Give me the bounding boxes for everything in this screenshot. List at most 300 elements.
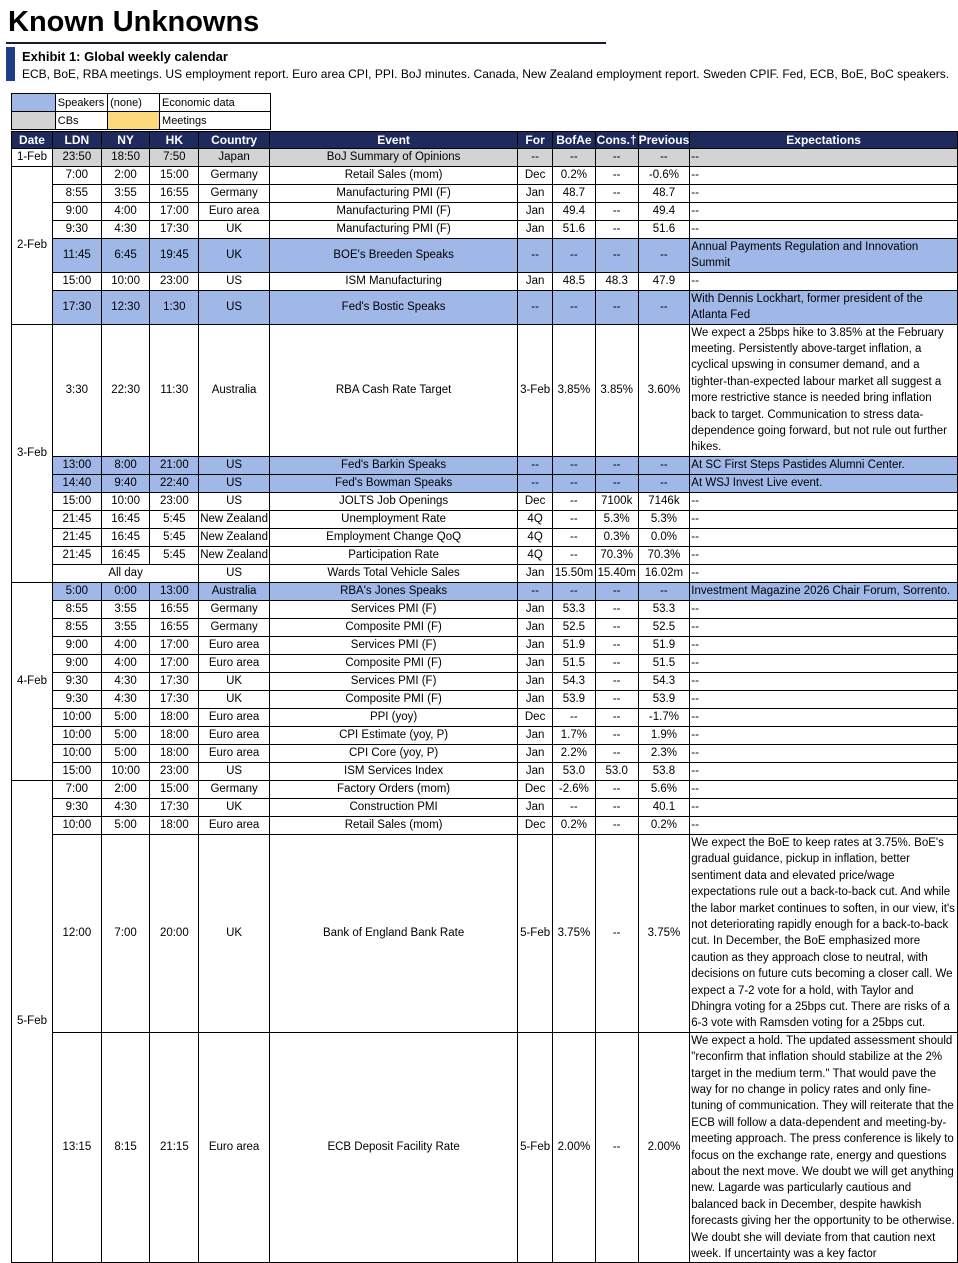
table-row xyxy=(12,324,958,456)
prev-cell: 51.9 xyxy=(638,636,690,654)
ny-cell: 2:00 xyxy=(101,167,150,185)
exp-cell: Annual Payments Regulation and Innovation Summit xyxy=(690,239,958,273)
bofa-cell: -- xyxy=(552,456,595,474)
cons-cell: -- xyxy=(595,618,638,636)
for-cell: -- xyxy=(518,149,553,167)
for-cell: 5-Feb xyxy=(518,1032,553,1263)
ny-cell: 4:30 xyxy=(101,690,150,708)
event-cell: ISM Manufacturing xyxy=(269,272,517,290)
column-header-bofae: BofAe xyxy=(552,132,595,149)
hk-cell: 21:15 xyxy=(150,1032,199,1263)
table-row xyxy=(12,708,958,726)
bofa-cell: 2.00% xyxy=(552,1032,595,1263)
for-cell: Jan xyxy=(518,672,553,690)
ny-cell: 4:00 xyxy=(101,654,150,672)
bofa-cell: -- xyxy=(552,239,595,273)
exp-cell: -- xyxy=(690,600,958,618)
column-header-hk: HK xyxy=(150,132,199,149)
title-divider xyxy=(6,42,606,44)
country-cell: UK xyxy=(199,221,270,239)
bofa-cell: -- xyxy=(552,528,595,546)
cons-cell: -- xyxy=(595,636,638,654)
column-header-country: Country xyxy=(199,132,270,149)
country-cell: Euro area xyxy=(199,744,270,762)
cons-cell: 0.3% xyxy=(595,528,638,546)
prev-cell: 52.5 xyxy=(638,618,690,636)
exp-cell: -- xyxy=(690,618,958,636)
exp-cell: -- xyxy=(690,510,958,528)
for-cell: -- xyxy=(518,239,553,273)
event-cell: PPI (yoy) xyxy=(269,708,517,726)
hk-cell: 16:55 xyxy=(150,600,199,618)
event-cell: Manufacturing PMI (F) xyxy=(269,221,517,239)
table-row xyxy=(12,528,958,546)
cons-cell: -- xyxy=(595,456,638,474)
hk-cell: 20:00 xyxy=(150,834,199,1032)
cons-cell: -- xyxy=(595,474,638,492)
bofa-cell: 2.2% xyxy=(552,744,595,762)
country-cell: US xyxy=(199,456,270,474)
country-cell: Germany xyxy=(199,618,270,636)
table-row xyxy=(12,1032,958,1263)
hk-cell: 18:00 xyxy=(150,726,199,744)
ldn-cell: 7:00 xyxy=(52,780,101,798)
country-cell: Australia xyxy=(199,582,270,600)
ny-cell: 8:00 xyxy=(101,456,150,474)
exp-cell: -- xyxy=(690,672,958,690)
exp-cell: -- xyxy=(690,708,958,726)
hk-cell: 19:45 xyxy=(150,239,199,273)
hk-cell: 18:00 xyxy=(150,708,199,726)
for-cell: Jan xyxy=(518,636,553,654)
event-cell: BoJ Summary of Opinions xyxy=(269,149,517,167)
hk-cell: 21:00 xyxy=(150,456,199,474)
ny-cell: 3:55 xyxy=(101,600,150,618)
for-cell: Jan xyxy=(518,185,553,203)
legend-speakers-swatch xyxy=(12,94,56,112)
table-row xyxy=(12,744,958,762)
exp-cell: Investment Magazine 2026 Chair Forum, Sorrento. xyxy=(690,582,958,600)
column-header-ny: NY xyxy=(101,132,150,149)
bofa-cell: -- xyxy=(552,708,595,726)
for-cell: Jan xyxy=(518,564,553,582)
event-cell: CPI Core (yoy, P) xyxy=(269,744,517,762)
event-cell: Manufacturing PMI (F) xyxy=(269,185,517,203)
prev-cell: 16.02m xyxy=(638,564,690,582)
exp-cell: -- xyxy=(690,203,958,221)
country-cell: US xyxy=(199,492,270,510)
event-cell: Wards Total Vehicle Sales xyxy=(269,564,517,582)
table-row xyxy=(12,654,958,672)
table-row xyxy=(12,834,958,1032)
event-cell: RBA Cash Rate Target xyxy=(269,324,517,456)
table-row xyxy=(12,582,958,600)
exp-cell: At WSJ Invest Live event. xyxy=(690,474,958,492)
calendar-table xyxy=(11,131,958,1263)
ldn-cell: 15:00 xyxy=(52,272,101,290)
prev-cell: 51.6 xyxy=(638,221,690,239)
cons-cell: -- xyxy=(595,744,638,762)
event-cell: Composite PMI (F) xyxy=(269,690,517,708)
ny-cell: 10:00 xyxy=(101,762,150,780)
for-cell: 3-Feb xyxy=(518,324,553,456)
cons-cell: -- xyxy=(595,780,638,798)
bofa-cell: -- xyxy=(552,149,595,167)
event-cell: Fed's Barkin Speaks xyxy=(269,456,517,474)
table-row xyxy=(12,564,958,582)
hk-cell: 5:45 xyxy=(150,510,199,528)
country-cell: New Zealand xyxy=(199,528,270,546)
exp-cell: -- xyxy=(690,185,958,203)
ldn-cell: 10:00 xyxy=(52,744,101,762)
legend-meetings-swatch xyxy=(108,112,160,130)
prev-cell: 70.3% xyxy=(638,546,690,564)
table-row xyxy=(12,600,958,618)
hk-cell: 15:00 xyxy=(150,780,199,798)
country-cell: Euro area xyxy=(199,726,270,744)
for-cell: 5-Feb xyxy=(518,834,553,1032)
cons-cell: -- xyxy=(595,600,638,618)
hk-cell: 17:00 xyxy=(150,203,199,221)
exp-cell: -- xyxy=(690,167,958,185)
ny-cell: 4:30 xyxy=(101,798,150,816)
for-cell: Jan xyxy=(518,654,553,672)
for-cell: Dec xyxy=(518,167,553,185)
ny-cell: 3:55 xyxy=(101,618,150,636)
hk-cell: 22:40 xyxy=(150,474,199,492)
hk-cell: 23:00 xyxy=(150,272,199,290)
cons-cell: -- xyxy=(595,203,638,221)
cons-cell: -- xyxy=(595,221,638,239)
event-cell: Employment Change QoQ xyxy=(269,528,517,546)
bofa-cell: 0.2% xyxy=(552,816,595,834)
calendar-header-row xyxy=(12,132,958,149)
prev-cell: 0.0% xyxy=(638,528,690,546)
cons-cell: -- xyxy=(595,690,638,708)
ldn-cell: 12:00 xyxy=(52,834,101,1032)
ldn-cell: 9:30 xyxy=(52,690,101,708)
ldn-cell: 23:50 xyxy=(52,149,101,167)
exp-cell: -- xyxy=(690,762,958,780)
for-cell: Dec xyxy=(518,708,553,726)
hk-cell: 18:00 xyxy=(150,816,199,834)
prev-cell: 0.2% xyxy=(638,816,690,834)
ny-cell: 4:00 xyxy=(101,636,150,654)
ldn-cell: 9:00 xyxy=(52,654,101,672)
hk-cell: 5:45 xyxy=(150,528,199,546)
bofa-cell: -- xyxy=(552,546,595,564)
hk-cell: 15:00 xyxy=(150,167,199,185)
for-cell: Jan xyxy=(518,203,553,221)
ny-cell: 5:00 xyxy=(101,744,150,762)
date-cell: 1-Feb xyxy=(12,149,53,167)
ny-cell: 6:45 xyxy=(101,239,150,273)
table-row xyxy=(12,726,958,744)
bofa-cell: 48.5 xyxy=(552,272,595,290)
ny-cell: 4:30 xyxy=(101,672,150,690)
bofa-cell: 15.50m xyxy=(552,564,595,582)
prev-cell: -- xyxy=(638,149,690,167)
exp-cell: -- xyxy=(690,726,958,744)
ny-cell: 16:45 xyxy=(101,528,150,546)
page-title: Known Unknowns xyxy=(8,6,260,38)
table-row xyxy=(12,185,958,203)
cons-cell: 48.3 xyxy=(595,272,638,290)
bofa-cell: -- xyxy=(552,582,595,600)
cons-cell: -- xyxy=(595,726,638,744)
date-cell: 4-Feb xyxy=(12,582,53,780)
exp-cell: -- xyxy=(690,690,958,708)
prev-cell: 40.1 xyxy=(638,798,690,816)
for-cell: Jan xyxy=(518,690,553,708)
event-cell: Services PMI (F) xyxy=(269,600,517,618)
ldn-cell: 9:00 xyxy=(52,636,101,654)
ny-cell: 16:45 xyxy=(101,510,150,528)
prev-cell: 5.6% xyxy=(638,780,690,798)
ldn-cell: 15:00 xyxy=(52,492,101,510)
prev-cell: -- xyxy=(638,456,690,474)
country-cell: Euro area xyxy=(199,203,270,221)
country-cell: Germany xyxy=(199,600,270,618)
hk-cell: 17:00 xyxy=(150,654,199,672)
legend-cbs-swatch xyxy=(12,112,56,130)
exp-cell: -- xyxy=(690,798,958,816)
prev-cell: 48.7 xyxy=(638,185,690,203)
ldn-cell: 8:55 xyxy=(52,618,101,636)
legend-economic-label: Economic data xyxy=(160,94,271,112)
cons-cell: 15.40m xyxy=(595,564,638,582)
cons-cell: 7100k xyxy=(595,492,638,510)
bofa-cell: 1.7% xyxy=(552,726,595,744)
table-row xyxy=(12,780,958,798)
country-cell: Australia xyxy=(199,324,270,456)
exp-cell: -- xyxy=(690,744,958,762)
for-cell: Jan xyxy=(518,726,553,744)
bofa-cell: -2.6% xyxy=(552,780,595,798)
country-cell: US xyxy=(199,564,270,582)
ldn-cell: 17:30 xyxy=(52,290,101,324)
table-row xyxy=(12,798,958,816)
all-day-cell: All day xyxy=(52,564,198,582)
bofa-cell: 48.7 xyxy=(552,185,595,203)
event-cell: CPI Estimate (yoy, P) xyxy=(269,726,517,744)
country-cell: New Zealand xyxy=(199,510,270,528)
country-cell: US xyxy=(199,272,270,290)
ny-cell: 4:00 xyxy=(101,203,150,221)
table-row xyxy=(12,239,958,273)
cons-cell: -- xyxy=(595,582,638,600)
table-row xyxy=(12,221,958,239)
event-cell: Construction PMI xyxy=(269,798,517,816)
event-cell: Retail Sales (mom) xyxy=(269,167,517,185)
event-cell: RBA's Jones Speaks xyxy=(269,582,517,600)
ny-cell: 16:45 xyxy=(101,546,150,564)
ldn-cell: 9:30 xyxy=(52,221,101,239)
for-cell: Jan xyxy=(518,744,553,762)
for-cell: Jan xyxy=(518,618,553,636)
ldn-cell: 10:00 xyxy=(52,816,101,834)
date-cell: 3-Feb xyxy=(12,324,53,582)
table-row xyxy=(12,816,958,834)
country-cell: Euro area xyxy=(199,816,270,834)
ldn-cell: 5:00 xyxy=(52,582,101,600)
prev-cell: 3.75% xyxy=(638,834,690,1032)
prev-cell: 1.9% xyxy=(638,726,690,744)
exp-cell: -- xyxy=(690,654,958,672)
column-header-cons: Cons.† xyxy=(596,133,637,147)
for-cell: -- xyxy=(518,474,553,492)
event-cell: Retail Sales (mom) xyxy=(269,816,517,834)
hk-cell: 11:30 xyxy=(150,324,199,456)
ny-cell: 10:00 xyxy=(101,492,150,510)
table-row xyxy=(12,510,958,528)
bofa-cell: -- xyxy=(552,290,595,324)
for-cell: Jan xyxy=(518,798,553,816)
ldn-cell: 15:00 xyxy=(52,762,101,780)
prev-cell: -0.6% xyxy=(638,167,690,185)
column-header-event: Event xyxy=(269,132,517,149)
country-cell: US xyxy=(199,762,270,780)
ny-cell: 2:00 xyxy=(101,780,150,798)
ldn-cell: 9:30 xyxy=(52,672,101,690)
exp-cell: -- xyxy=(690,564,958,582)
hk-cell: 18:00 xyxy=(150,744,199,762)
ny-cell: 5:00 xyxy=(101,708,150,726)
country-cell: Euro area xyxy=(199,654,270,672)
bofa-cell: 49.4 xyxy=(552,203,595,221)
cons-cell: 5.3% xyxy=(595,510,638,528)
prev-cell: 47.9 xyxy=(638,272,690,290)
event-cell: Fed's Bowman Speaks xyxy=(269,474,517,492)
for-cell: 4Q xyxy=(518,510,553,528)
prev-cell: 5.3% xyxy=(638,510,690,528)
for-cell: 4Q xyxy=(518,528,553,546)
ny-cell: 8:15 xyxy=(101,1032,150,1263)
cons-cell: -- xyxy=(595,185,638,203)
hk-cell: 16:55 xyxy=(150,185,199,203)
table-row xyxy=(12,672,958,690)
event-cell: Manufacturing PMI (F) xyxy=(269,203,517,221)
for-cell: Dec xyxy=(518,492,553,510)
ldn-cell: 21:45 xyxy=(52,510,101,528)
country-cell: Euro area xyxy=(199,708,270,726)
exp-cell: -- xyxy=(690,546,958,564)
exp-cell: -- xyxy=(690,492,958,510)
hk-cell: 13:00 xyxy=(150,582,199,600)
bofa-cell: 51.9 xyxy=(552,636,595,654)
for-cell: Jan xyxy=(518,221,553,239)
table-row xyxy=(12,149,958,167)
event-cell: ISM Services Index xyxy=(269,762,517,780)
table-row xyxy=(12,203,958,221)
hk-cell: 17:00 xyxy=(150,636,199,654)
exp-cell: -- xyxy=(690,149,958,167)
event-cell: Bank of England Bank Rate xyxy=(269,834,517,1032)
bofa-cell: 52.5 xyxy=(552,618,595,636)
event-cell: Unemployment Rate xyxy=(269,510,517,528)
hk-cell: 16:55 xyxy=(150,618,199,636)
country-cell: UK xyxy=(199,672,270,690)
exp-cell: -- xyxy=(690,272,958,290)
date-cell: 5-Feb xyxy=(12,780,53,1263)
ldn-cell: 8:55 xyxy=(52,185,101,203)
ldn-cell: 10:00 xyxy=(52,708,101,726)
for-cell: Dec xyxy=(518,780,553,798)
hk-cell: 23:00 xyxy=(150,762,199,780)
prev-cell: -- xyxy=(638,474,690,492)
ldn-cell: 21:45 xyxy=(52,546,101,564)
exp-cell: With Dennis Lockhart, former president of the Atlanta Fed xyxy=(690,290,958,324)
hk-cell: 23:00 xyxy=(150,492,199,510)
prev-cell: -- xyxy=(638,239,690,273)
table-row xyxy=(12,636,958,654)
ldn-cell: 9:30 xyxy=(52,798,101,816)
ny-cell: 22:30 xyxy=(101,324,150,456)
for-cell: -- xyxy=(518,582,553,600)
ny-cell: 18:50 xyxy=(101,149,150,167)
for-cell: Jan xyxy=(518,762,553,780)
hk-cell: 17:30 xyxy=(150,221,199,239)
ldn-cell: 21:45 xyxy=(52,528,101,546)
column-header-previous: Previous xyxy=(638,133,690,147)
event-cell: Composite PMI (F) xyxy=(269,654,517,672)
country-cell: Germany xyxy=(199,167,270,185)
cons-cell: 53.0 xyxy=(595,762,638,780)
prev-cell: -1.7% xyxy=(638,708,690,726)
event-cell: Composite PMI (F) xyxy=(269,618,517,636)
cons-cell: -- xyxy=(595,708,638,726)
event-cell: JOLTS Job Openings xyxy=(269,492,517,510)
country-cell: US xyxy=(199,474,270,492)
prev-cell: 7146k xyxy=(638,492,690,510)
prev-cell: 2.3% xyxy=(638,744,690,762)
country-cell: Japan xyxy=(199,149,270,167)
event-cell: ECB Deposit Facility Rate xyxy=(269,1032,517,1263)
table-row xyxy=(12,492,958,510)
ldn-cell: 3:30 xyxy=(52,324,101,456)
ldn-cell: 7:00 xyxy=(52,167,101,185)
ldn-cell: 13:15 xyxy=(52,1032,101,1263)
exp-cell: -- xyxy=(690,816,958,834)
event-cell: Services PMI (F) xyxy=(269,636,517,654)
for-cell: -- xyxy=(518,456,553,474)
prev-cell: 54.3 xyxy=(638,672,690,690)
ldn-cell: 9:00 xyxy=(52,203,101,221)
country-cell: Euro area xyxy=(199,636,270,654)
country-cell: Germany xyxy=(199,780,270,798)
hk-cell: 17:30 xyxy=(150,672,199,690)
for-cell: Dec xyxy=(518,816,553,834)
ny-cell: 4:30 xyxy=(101,221,150,239)
country-cell: Germany xyxy=(199,185,270,203)
exp-cell: -- xyxy=(690,780,958,798)
cons-cell: -- xyxy=(595,816,638,834)
country-cell: US xyxy=(199,290,270,324)
table-row xyxy=(12,690,958,708)
column-header-expectations: Expectations xyxy=(690,132,958,149)
legend-speakers-label: Speakers xyxy=(55,94,107,112)
exp-cell: We expect a 25bps hike to 3.85% at the February meeting. Persistently above-target inflation, a cyclical upswing in consumer demand, and a tighter-than-expected labour market all suggest a more restrictive stance is needed bring inflation back to target. Communication to stress data-dependence going forward, but not rule out further hikes. xyxy=(690,324,958,456)
country-cell: Euro area xyxy=(199,1032,270,1263)
ldn-cell: 11:45 xyxy=(52,239,101,273)
column-header-for: For xyxy=(518,132,553,149)
bofa-cell: 54.3 xyxy=(552,672,595,690)
ny-cell: 9:40 xyxy=(101,474,150,492)
cons-cell: -- xyxy=(595,1032,638,1263)
ny-cell: 10:00 xyxy=(101,272,150,290)
exp-cell: -- xyxy=(690,528,958,546)
exp-cell: We expect the BoE to keep rates at 3.75%. BoE's gradual guidance, pickup in inflation, better sentiment data and elevated price/wage expectations rule out a back-to-back cut. And while the labor market continues to soften, in our view, it's not deteriorating rapidly enough for a back-to-back cut. In December, the BoE emphasized more caution as they approach close to neutral, with decisions on future cuts becoming a closer call. We expect a 7-2 vote for a hold, with Taylor and Dhingra voting for a 25bps cut. There are risks of a 6-3 vote with Ramsden voting for a 25bps cut. xyxy=(690,834,958,1032)
